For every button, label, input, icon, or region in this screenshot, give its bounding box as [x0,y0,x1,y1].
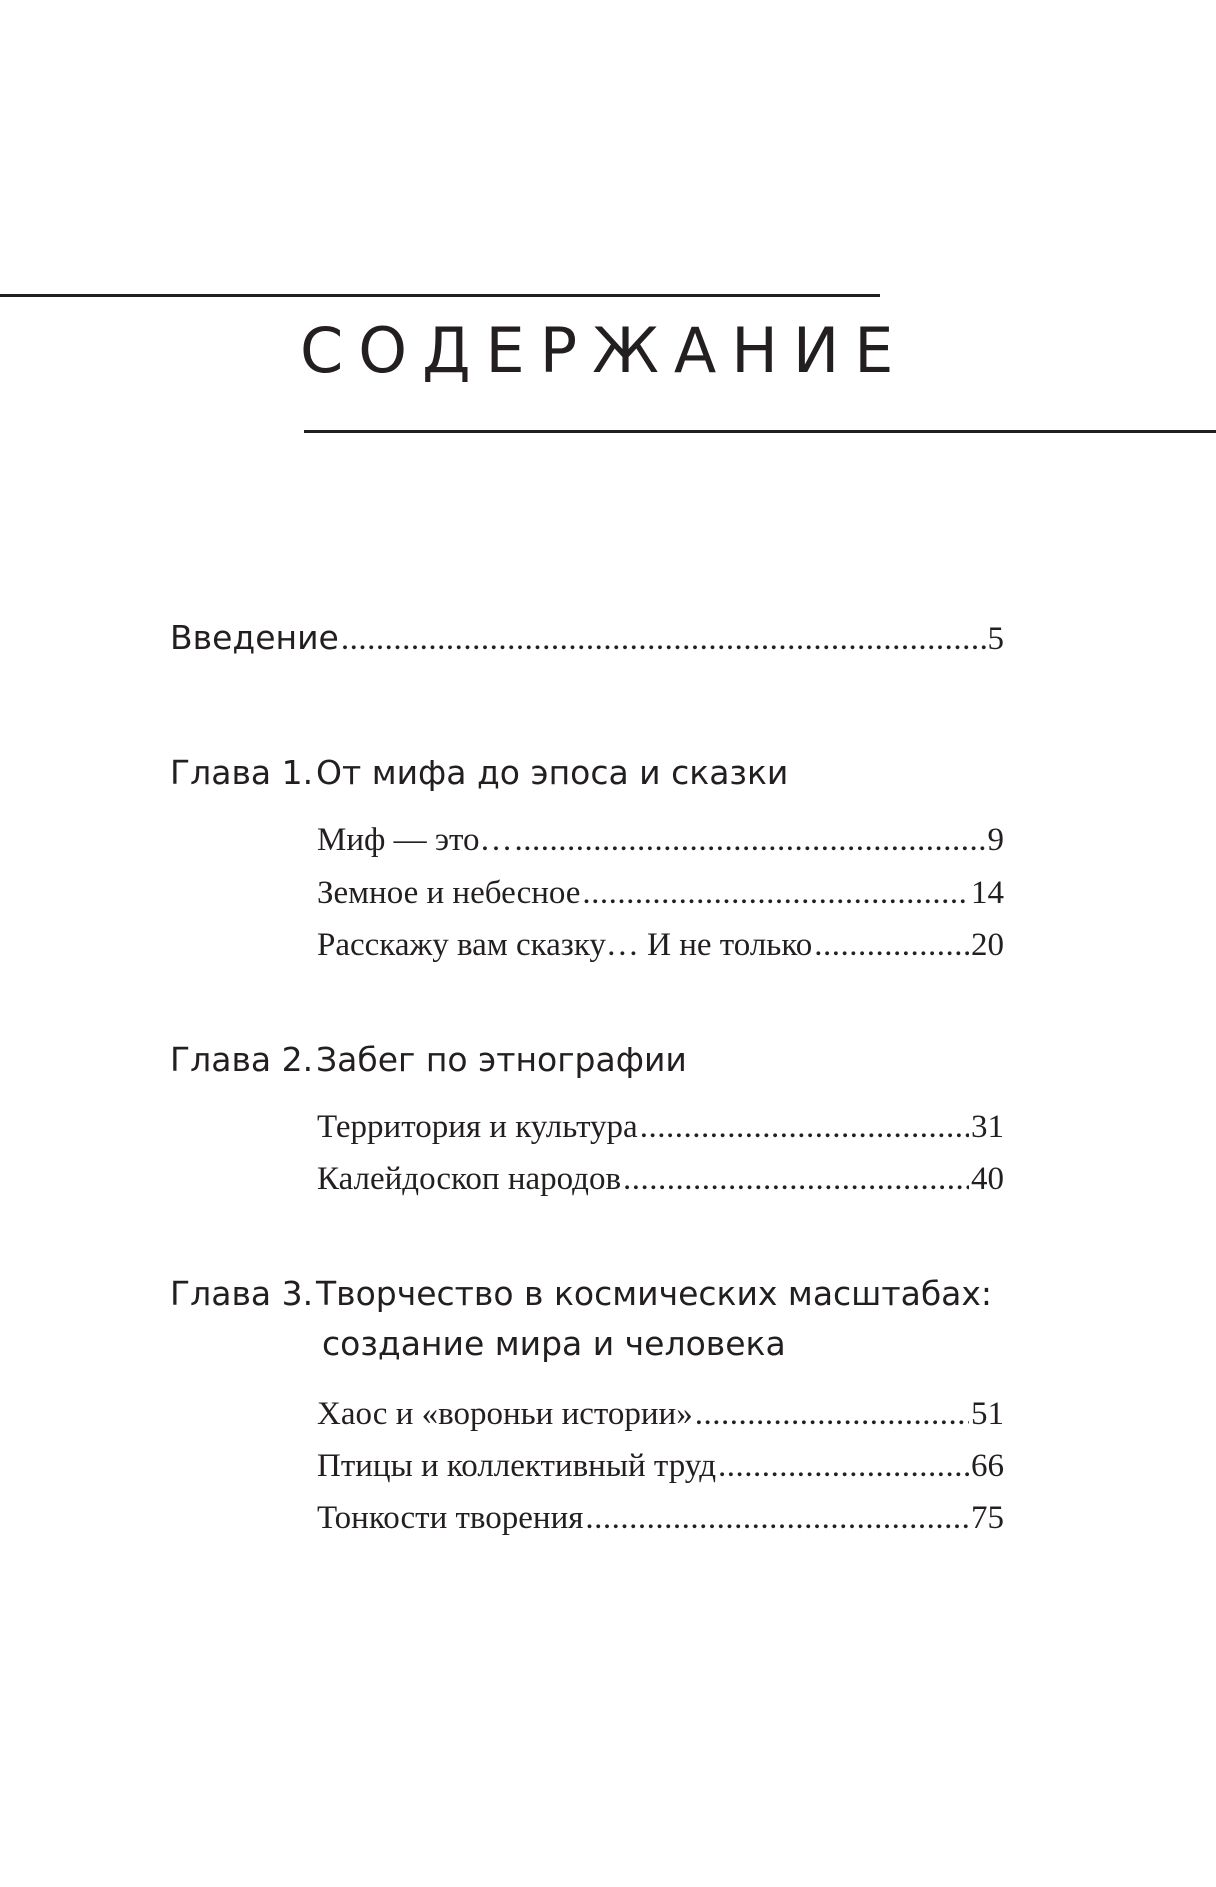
toc-entry-label: Миф — это… [317,822,513,858]
chapter-number: Глава 1. [170,753,314,792]
toc-entry-intro[interactable] [170,618,1004,658]
dot-leader [695,1392,969,1436]
chapter-number: Глава 2. [170,1040,314,1079]
toc-entry[interactable] [317,871,1004,915]
toc-page-number: 75 [971,1500,1004,1536]
toc-page-number: 40 [971,1161,1004,1197]
chapter-number: Глава 3. [170,1274,314,1313]
toc-page-number: 20 [971,927,1004,963]
toc-page-number: 5 [987,621,1004,657]
chapter-title: От мифа до эпоса и сказки [316,753,789,792]
dot-leader [718,1444,969,1488]
toc-entry[interactable] [317,1392,1004,1436]
toc-page-number: 9 [987,822,1004,858]
dot-leader [582,871,969,915]
toc-entry-label: Хаос и «вороньи истории» [317,1396,693,1432]
toc-page-number: 31 [971,1109,1004,1145]
toc-entry[interactable] [317,923,1004,967]
chapter-title: Творчество в космических масштабах: [316,1274,993,1313]
toc-entry-label: Тонкости творения [317,1500,584,1536]
chapter-2-heading[interactable] [170,1035,687,1085]
chapter-title: Забег по этнографии [316,1040,687,1079]
toc-entry-label: Калейдоскоп народов [317,1161,622,1197]
toc-entry-label: Расскажу вам сказку… И не только [317,927,813,963]
toc-entry[interactable] [317,1496,1004,1540]
toc-entry[interactable] [317,1444,1004,1488]
toc-entry-label: Земное и небесное [317,875,581,911]
dot-leader [814,923,969,967]
toc-entry[interactable] [317,1157,1004,1201]
toc-entry[interactable] [317,818,1004,862]
toc-entry-label: Птицы и коллективный труд [317,1448,717,1484]
toc-page-number: 66 [971,1448,1004,1484]
page-title: СОДЕРЖАНИЕ [300,314,909,387]
toc-entry-label: Введение [170,618,339,657]
toc-entry[interactable] [317,1105,1004,1149]
toc-entry-label: Территория и культура [317,1109,638,1145]
bottom-rule [304,430,1216,433]
toc-page-number: 51 [971,1396,1004,1432]
chapter-3-heading[interactable] [170,1269,992,1369]
dot-leader [515,818,986,862]
dot-leader [341,621,986,658]
toc-page-number: 14 [971,875,1004,911]
chapter-1-heading[interactable] [170,748,788,798]
chapter-title-continued: создание мира и человека [322,1324,786,1363]
dot-leader [585,1496,969,1540]
dot-leader [640,1105,969,1149]
dot-leader [623,1157,969,1201]
top-rule [0,294,880,297]
